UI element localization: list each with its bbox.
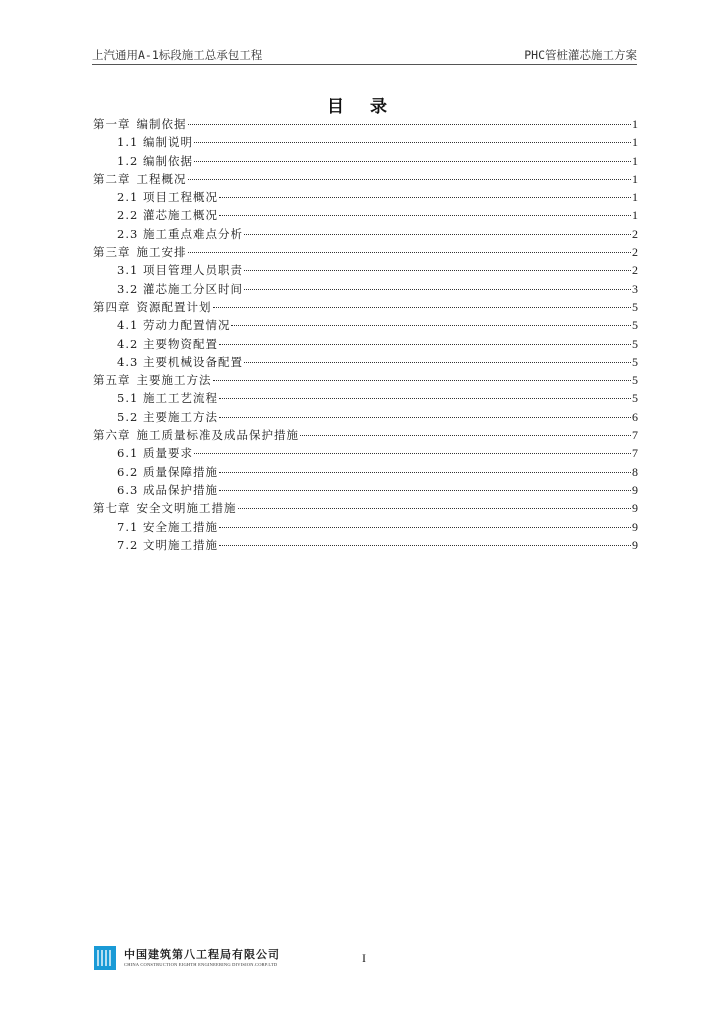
cscec-logo-icon xyxy=(94,946,116,970)
dot-leader xyxy=(219,196,631,198)
toc-entry-label xyxy=(117,188,218,206)
toc-entry-text: 编制说明 xyxy=(142,135,193,150)
dot-leader xyxy=(219,214,631,216)
toc-entry-number: 2.3 xyxy=(117,226,139,241)
toc-entry-label xyxy=(117,225,243,243)
toc-chapter-entry[interactable] xyxy=(93,426,638,444)
toc-entry-number: 6.2 xyxy=(117,464,139,479)
dot-leader xyxy=(194,141,631,143)
toc-entry-number: 6.3 xyxy=(117,482,139,497)
dot-leader xyxy=(219,471,631,473)
toc-entry-page: 5 xyxy=(632,336,638,351)
toc-entry-text: 主要机械设备配置 xyxy=(142,354,243,369)
page-header xyxy=(92,50,637,65)
toc-section-entry[interactable] xyxy=(93,316,638,334)
toc-entry-text: 灌芯施工分区时间 xyxy=(142,281,243,296)
toc-entry-label xyxy=(117,133,193,151)
dot-leader xyxy=(188,251,632,253)
toc-entry-number: 4.2 xyxy=(117,336,139,351)
toc-section-entry[interactable] xyxy=(93,444,638,462)
toc-entry-text: 编制依据 xyxy=(142,153,193,168)
toc-chapter-entry[interactable] xyxy=(93,371,638,389)
toc-entry-number: 1.1 xyxy=(117,135,139,150)
toc-entry-number: 第六章 xyxy=(93,428,131,443)
toc-chapter-entry[interactable] xyxy=(93,298,638,316)
toc-entry-number: 6.1 xyxy=(117,446,139,461)
toc-entry-number: 3.2 xyxy=(117,281,139,296)
dot-leader xyxy=(219,526,631,528)
toc-entry-number: 第一章 xyxy=(93,117,131,131)
dot-leader xyxy=(219,343,631,345)
toc-entry-number: 3.1 xyxy=(117,263,139,278)
toc-chapter-entry[interactable] xyxy=(93,115,638,133)
toc-section-entry[interactable] xyxy=(93,389,638,407)
toc-entry-text: 主要施工方法 xyxy=(136,373,212,388)
toc-entry-text: 灌芯施工概况 xyxy=(142,208,218,223)
toc-entry-label xyxy=(117,316,230,334)
dot-leader xyxy=(219,397,631,399)
dot-leader xyxy=(213,379,632,381)
toc-section-entry[interactable] xyxy=(93,133,638,151)
dot-leader xyxy=(244,233,631,235)
toc-entry-text: 质量要求 xyxy=(142,446,193,461)
toc-entry-text: 劳动力配置情况 xyxy=(142,318,231,333)
toc-entry-number: 2.1 xyxy=(117,190,139,205)
dot-leader xyxy=(238,507,632,509)
toc-entry-number: 5.1 xyxy=(117,391,139,406)
dot-leader xyxy=(213,306,632,308)
toc-entry-number: 第三章 xyxy=(93,245,131,260)
toc-entry-page: 9 xyxy=(632,519,638,534)
toc-entry-page: 7 xyxy=(632,446,638,461)
toc-entry-page: 3 xyxy=(632,281,638,296)
toc-entry-page: 2 xyxy=(632,226,638,241)
toc-entry-page: 5 xyxy=(632,299,638,314)
toc-entry-number: 第七章 xyxy=(93,501,131,516)
toc-entry-page: 5 xyxy=(632,391,638,406)
toc-entry-label xyxy=(117,206,218,224)
toc-entry-text: 安全文明施工措施 xyxy=(136,501,237,516)
toc-entry-text: 主要物资配置 xyxy=(142,336,218,351)
footer-company-cn: 中国建筑第八工程局有限公司 xyxy=(124,948,280,961)
toc-entry-number: 5.2 xyxy=(117,409,139,424)
toc-entry-page: 5 xyxy=(632,373,638,388)
toc-section-entry[interactable] xyxy=(93,280,638,298)
toc-entry-text: 工程概况 xyxy=(136,171,187,186)
toc-entry-page: 9 xyxy=(632,501,638,516)
toc-entry-text: 安全施工措施 xyxy=(142,519,218,534)
toc-entry-label xyxy=(93,499,237,517)
toc-entry-page: 1 xyxy=(632,208,638,223)
toc-entry-page: 5 xyxy=(632,318,638,333)
table-of-contents xyxy=(93,115,638,554)
toc-entry-label xyxy=(93,426,299,444)
toc-chapter-entry[interactable] xyxy=(93,243,638,261)
toc-entry-page: 1 xyxy=(632,190,638,205)
toc-entry-number: 第四章 xyxy=(93,299,131,314)
toc-entry-number: 第二章 xyxy=(93,171,131,186)
toc-entry-text: 质量保障措施 xyxy=(142,464,218,479)
toc-entry-text: 施工工艺流程 xyxy=(142,391,218,406)
toc-entry-text: 施工安排 xyxy=(136,245,187,260)
dot-leader xyxy=(219,416,631,418)
toc-section-entry[interactable] xyxy=(93,536,638,554)
toc-entry-label xyxy=(117,481,218,499)
toc-entry-number: 第五章 xyxy=(93,373,131,388)
toc-entry-label xyxy=(117,261,243,279)
toc-section-entry[interactable] xyxy=(93,408,638,426)
toc-section-entry[interactable] xyxy=(93,463,638,481)
toc-entry-page: 5 xyxy=(632,354,638,369)
toc-entry-page: 1 xyxy=(632,117,638,131)
toc-entry-page: 1 xyxy=(632,153,638,168)
toc-entry-label xyxy=(93,170,187,188)
toc-entry-label xyxy=(93,371,212,389)
toc-section-entry[interactable] xyxy=(93,188,638,206)
toc-title: 目 录 xyxy=(327,97,397,117)
dot-leader xyxy=(188,178,632,180)
toc-entry-label xyxy=(117,335,218,353)
dot-leader xyxy=(244,288,631,290)
toc-entry-text: 主要施工方法 xyxy=(142,409,218,424)
toc-entry-label xyxy=(117,152,193,170)
header-document-name: PHC管桩灌芯施工方案 xyxy=(524,48,637,62)
toc-chapter-entry[interactable] xyxy=(93,170,638,188)
toc-entry-page: 2 xyxy=(632,263,638,278)
toc-entry-label xyxy=(117,463,218,481)
footer-company-en: CHINA CONSTRUCTION EIGHTH ENGINEERING DIVISION.CORP.LTD xyxy=(124,962,278,967)
toc-section-entry[interactable] xyxy=(93,335,638,353)
toc-entry-text: 编制依据 xyxy=(136,117,187,131)
toc-section-entry[interactable] xyxy=(93,206,638,224)
toc-entry-label xyxy=(93,115,187,133)
toc-entry-page: 9 xyxy=(632,537,638,552)
toc-entry-text: 项目工程概况 xyxy=(142,190,218,205)
toc-entry-page: 2 xyxy=(632,245,638,260)
toc-entry-text: 施工重点难点分析 xyxy=(142,226,243,241)
toc-entry-number: 7.1 xyxy=(117,519,139,534)
toc-entry-page: 6 xyxy=(632,409,638,424)
dot-leader xyxy=(188,123,632,125)
toc-entry-page: 7 xyxy=(632,428,638,443)
toc-entry-label xyxy=(117,389,218,407)
toc-entry-label xyxy=(117,408,218,426)
toc-entry-page: 1 xyxy=(632,171,638,186)
toc-entry-label xyxy=(93,298,212,316)
toc-entry-text: 施工质量标准及成品保护措施 xyxy=(136,428,299,443)
toc-entry-label xyxy=(93,243,187,261)
toc-section-entry[interactable] xyxy=(93,261,638,279)
toc-entry-text: 资源配置计划 xyxy=(136,299,212,314)
toc-section-entry[interactable] xyxy=(93,481,638,499)
dot-leader xyxy=(194,160,631,162)
dot-leader xyxy=(219,544,631,546)
toc-entry-page: 9 xyxy=(632,482,638,497)
header-project-name: 上汽通用A-1标段施工总承包工程 xyxy=(92,48,263,62)
toc-entry-number: 1.2 xyxy=(117,153,139,168)
toc-entry-label xyxy=(117,353,243,371)
toc-section-entry[interactable] xyxy=(93,152,638,170)
toc-entry-text: 文明施工措施 xyxy=(142,537,218,552)
toc-section-entry[interactable] xyxy=(93,225,638,243)
toc-entry-label xyxy=(117,280,243,298)
dot-leader xyxy=(244,269,631,271)
page-number: I xyxy=(362,951,366,965)
dot-leader xyxy=(231,324,631,326)
toc-entry-number: 4.3 xyxy=(117,354,139,369)
toc-entry-label xyxy=(117,444,193,462)
toc-entry-number: 4.1 xyxy=(117,318,139,333)
toc-entry-number: 2.2 xyxy=(117,208,139,223)
toc-entry-text: 项目管理人员职责 xyxy=(142,263,243,278)
toc-entry-label xyxy=(117,518,218,536)
toc-entry-number: 7.2 xyxy=(117,537,139,552)
dot-leader xyxy=(219,489,631,491)
toc-entry-text: 成品保护措施 xyxy=(142,482,218,497)
toc-section-entry[interactable] xyxy=(93,353,638,371)
dot-leader xyxy=(300,434,631,436)
toc-entry-label xyxy=(117,536,218,554)
dot-leader xyxy=(194,452,631,454)
toc-section-entry[interactable] xyxy=(93,518,638,536)
toc-entry-page: 1 xyxy=(632,135,638,150)
toc-entry-page: 8 xyxy=(632,464,638,479)
toc-chapter-entry[interactable] xyxy=(93,499,638,517)
dot-leader xyxy=(244,361,631,363)
